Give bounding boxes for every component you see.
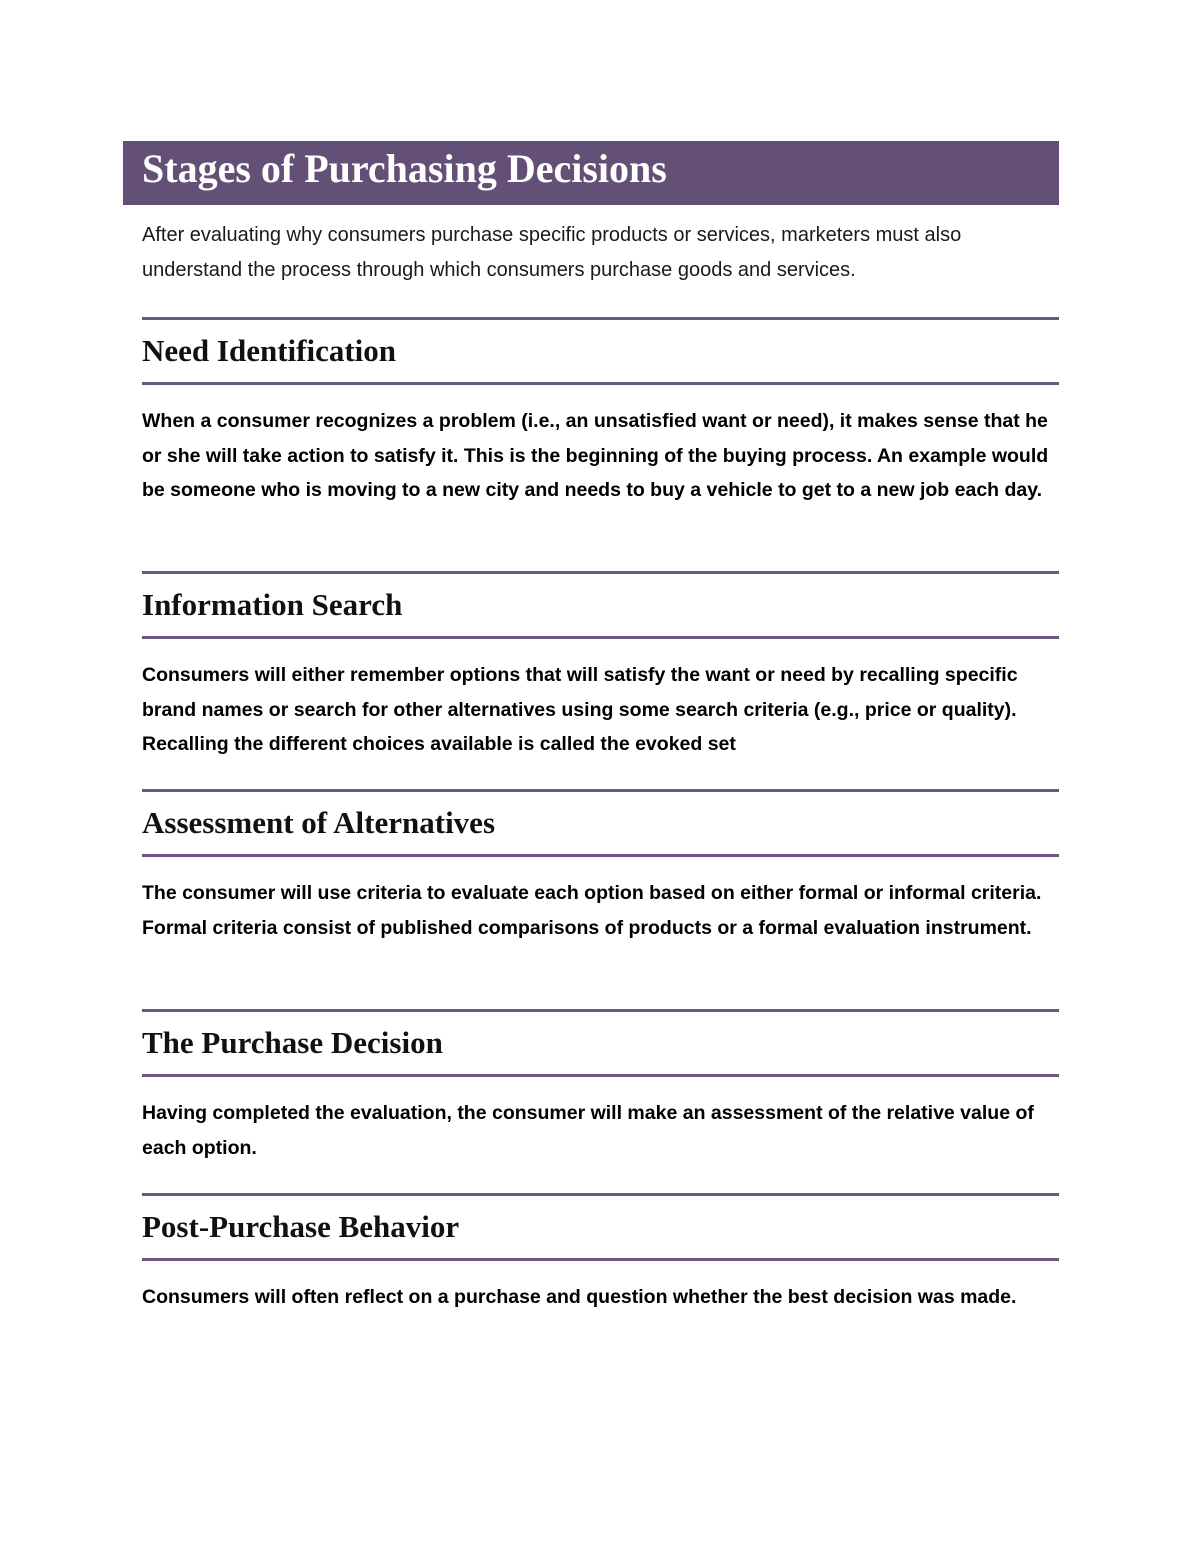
section-body: Consumers will often reflect on a purchase and question whether the best decision was made. [142, 1286, 1017, 1308]
section-assessment-of-alternatives [142, 789, 1059, 945]
section-body: The consumer will use criteria to evaluate each option based on either formal or informal criteria. Formal criteria consist of published comparisons of products or a formal evaluation instrument. [142, 882, 1042, 939]
section-heading: Information Search [142, 587, 403, 622]
section-body: When a consumer recognizes a problem (i.e., an unsatisfied want or need), it makes sense that he or she will take action to satisfy it. This is the beginning of the buying process. An example would be someone who is moving to a new city and needs to buy a vehicle to get to a new job each day. [142, 410, 1049, 501]
section-divider [142, 854, 1059, 857]
section-post-purchase-behavior [142, 1193, 1059, 1315]
title-banner [123, 141, 1059, 205]
document-title: Stages of Purchasing Decisions [142, 146, 667, 191]
section-body: Having completed the evaluation, the consumer will make an assessment of the relative value of each option. [142, 1102, 1034, 1159]
section-heading: The Purchase Decision [142, 1025, 443, 1060]
section-heading: Post-Purchase Behavior [142, 1209, 460, 1244]
section-divider [142, 382, 1059, 385]
section-divider [142, 636, 1059, 639]
intro-paragraph: After evaluating why consumers purchase specific products or services, marketers must also understand the process through which consumers purchase goods and services. [142, 224, 962, 281]
section-heading: Need Identification [142, 333, 397, 368]
section-heading: Assessment of Alternatives [142, 805, 496, 840]
section-need-identification [142, 317, 1059, 508]
section-body: Consumers will either remember options that will satisfy the want or need by recalling specific brand names or search for other alternatives using some search criteria (e.g., price or quality). Recalling the different choices available is called the evoked set [142, 664, 1018, 755]
section-divider [142, 1258, 1059, 1261]
section-divider [142, 1074, 1059, 1077]
section-information-search [142, 571, 1059, 762]
section-purchase-decision [142, 1009, 1059, 1165]
